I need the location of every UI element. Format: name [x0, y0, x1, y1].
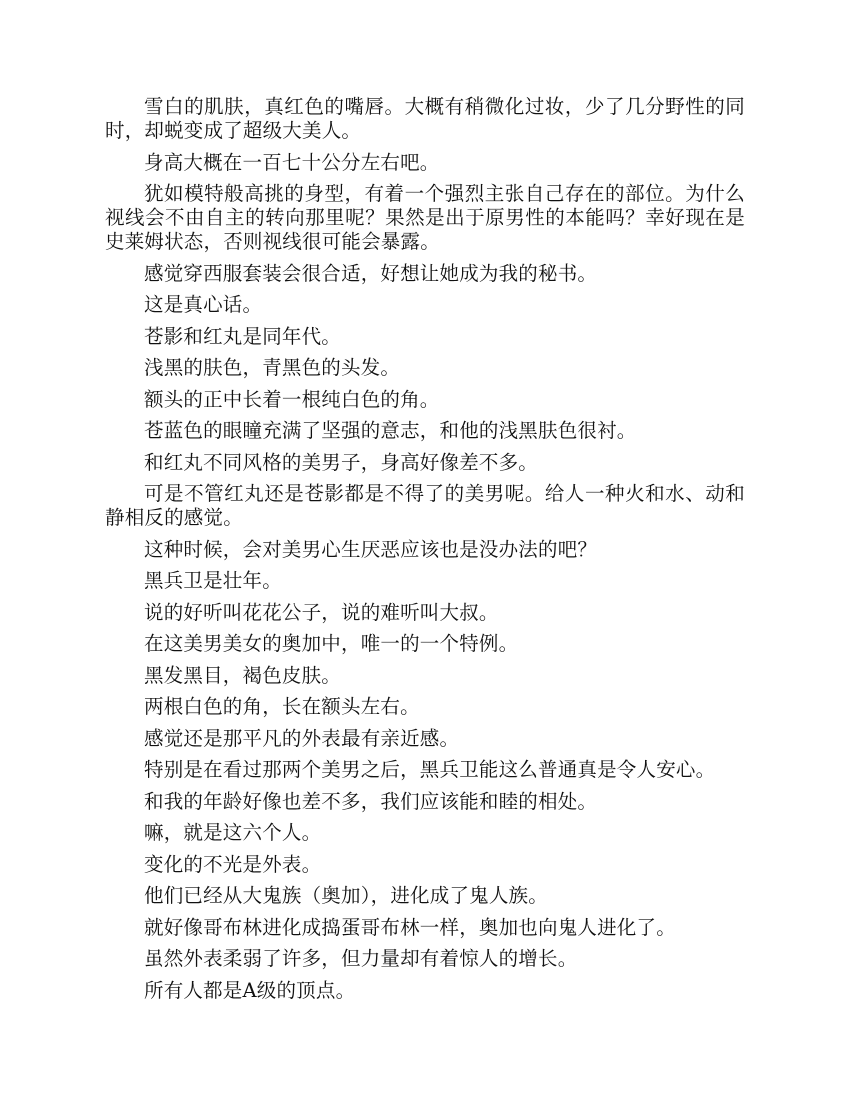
paragraph: 和红丸不同风格的美男子，身高好像差不多。 — [144, 450, 539, 474]
paragraph: 变化的不光是外表。 — [144, 852, 322, 876]
paragraph: 在这美男美女的奥加中，唯一的一个特例。 — [144, 632, 519, 655]
paragraph: 感觉还是那平凡的外表最有亲近感。 — [144, 726, 460, 750]
paragraph: 说的好听叫花花公子，说的难听叫大叔。 — [144, 600, 499, 624]
document-body — [105, 95, 745, 1010]
paragraph: 虽然外表柔弱了许多，但力量却有着惊人的增长。 — [144, 947, 578, 970]
paragraph: 所有人都是A级的顶点。 — [144, 978, 356, 1002]
paragraph: 身高大概在一百七十公分左右吧。 — [144, 150, 440, 174]
paragraph: 苍影和红丸是同年代。 — [144, 324, 342, 348]
paragraph: 就好像哥布林进化成捣蛋哥布林一样，奥加也向鬼人进化了。 — [144, 915, 676, 939]
paragraph: 犹如模特般高挑的身型，有着一个强烈主张自己存在的部位。为什么视线会不由自主的转向那里呢？果然是出于原男性的本能吗？幸好现在是史莱姆状态，否则视线很可能会暴露。 — [105, 182, 745, 253]
paragraph: 浅黑的肤色，青黑色的头发。 — [144, 356, 401, 379]
paragraph: 他们已经从大鬼族（奥加），进化成了鬼人族。 — [144, 884, 548, 907]
paragraph: 特别是在看过那两个美男之后，黑兵卫能这么普通真是令人安心。 — [144, 758, 716, 781]
paragraph: 这种时候，会对美男心生厌恶应该也是没办法的吧？ — [144, 537, 598, 561]
paragraph: 黑兵卫是壮年。 — [144, 569, 282, 592]
paragraph: 黑发黑目，褐色皮肤。 — [144, 663, 342, 687]
paragraph: 雪白的肌肤，真红色的嘴唇。大概有稍微化过妆，少了几分野性的同时，却蜕变成了超级大美人。 — [105, 95, 745, 142]
paragraph: 额头的正中长着一根纯白色的角。 — [144, 387, 440, 411]
paragraph: 两根白色的角，长在额头左右。 — [144, 695, 420, 718]
paragraph: 和我的年龄好像也差不多，我们应该能和睦的相处。 — [144, 789, 598, 813]
paragraph: 嘛，就是这六个人。 — [144, 821, 322, 844]
paragraph: 感觉穿西服套装会很合适，好想让她成为我的秘书。 — [144, 261, 598, 285]
paragraph: 可是不管红丸还是苍影都是不得了的美男呢。给人一种火和水、动和静相反的感觉。 — [105, 482, 745, 529]
paragraph: 苍蓝色的眼瞳充满了坚强的意志，和他的浅黑肤色很衬。 — [144, 419, 637, 442]
paragraph: 这是真心话。 — [144, 293, 263, 316]
